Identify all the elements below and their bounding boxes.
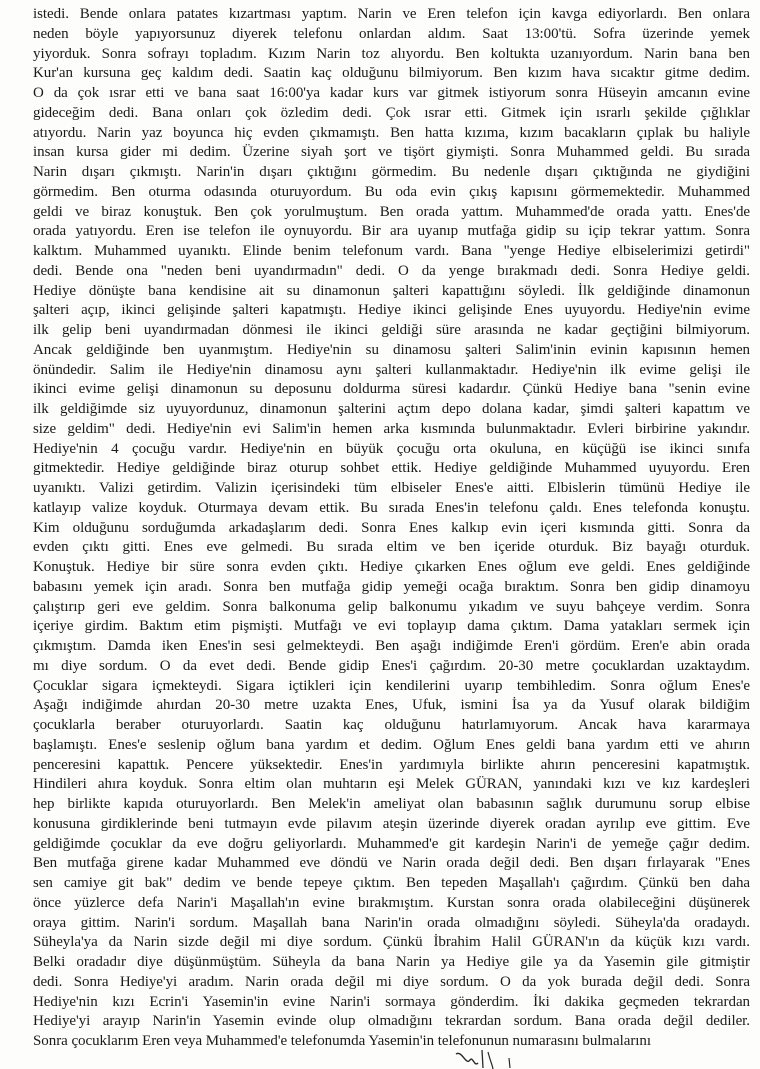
text-line: O da çok ısrar etti ve bana saat 16:00'ya kadar kurs var gitmek istiyorum sonra Hüseyin amcanın evine — [33, 85, 750, 101]
text-line: istedi. Bende onlara patates kızartması yaptım. Narin ve Eren telefon için kavga ediyorlardı. Ben onlara — [33, 6, 750, 22]
text-line: dedi. Bende ona "neden beni uyandırmadın" dedi. O da yenge bırakmadı dedi. Sonra Hediye geldi. — [33, 262, 750, 279]
text-line: evden çıktı gitti. Enes eve gelmedi. Bu sırada eltim ve ben içeride oturduk. Biz bayağı oturduk. — [33, 539, 750, 556]
text-line: orada yatıyordu. Eren ise telefon ile oynuyordu. Bir ara uyanıp mutfağa gidip su içip tekrar yattım. Sonra — [33, 223, 750, 240]
text-line: görmedim. Ben oturma odasında oturuyordum. Bu oda evin çıkış kapısını görmemektedir. Muhammed — [33, 183, 750, 200]
text-line: geldi ve biraz konuştuk. Ben çok yorulmuştum. Ben orada yattım. Muhammed'de orada yattı. Enes'de — [33, 203, 750, 220]
text-line: ilk geldiğimde siz uyuyordunuz, dinamonun şalterini açtım depo dolana kadar, şimdi şalteri kapattım ve — [33, 401, 750, 417]
text-line: sen camiye git bak" dedim ve bende tepeye çıktım. Ben tepeden Maşallah'ı çağırdım. Çünkü ben daha — [33, 875, 750, 891]
text-line: içeriye girdim. Baktım etim pişmişti. Mutfağı ve evi toplayıp dama çıktım. Dama yatakları sermek için — [33, 618, 750, 635]
text-line: atıyordu. Narin yaz boyunca hiç evden çıkmamıştı. Ben hatta kızıma, kızım bacakların çıplak bu haliyle — [33, 124, 750, 141]
text-line: size geldim" dedi. Hediye'nin evi Salim'in hemen arka kısmında bulunmaktadır. Evleri birbirine yakındır. — [33, 420, 750, 437]
text-line: oraya gittim. Narin'i sordum. Maşallah bana Narin'in orada olmadığını söyledi. Süheyla'da oradaydı. — [33, 914, 750, 931]
text-line: Hediye'nin kızı Ecrin'i Yasemin'in evine Narin'i sormaya gönderdim. İki dakika geçmeden tekrardan — [33, 993, 750, 1010]
text-line: uyanıktı. Valizi getirdim. Valizin içerisindeki tüm elbiseler Enes'e aitti. Elbislerin tümünü Hediye ile — [33, 480, 750, 496]
text-line: Çocuklar sigara içmekteydi. Sigara içtikleri için kendilerini uyarıp tembihledim. Sonra oğlum Enes'e — [33, 677, 750, 694]
text-line: gitmektedir. Hediye geldiğinde biraz oturup sohbet ettik. Hediye geldiğinde Muhammed uyuyordu. Eren — [33, 460, 750, 477]
text-line: Hediye dönüşte bana kendisine ait su dinamonun şalteri kapattığını söyledi. İlk geldiğinde dinamonun — [33, 282, 750, 299]
text-line: kalktım. Muhammed uyanıktı. Elinde benim telefonum vardı. Bana "yenge Hediye elbiselerimizi getirdi" — [33, 243, 750, 259]
text-line: çocuklarla beraber oturuyorlardı. Saatin kaç olduğunu hatırlamıyorum. Ancak hava kararmaya — [33, 717, 750, 733]
text-line: önce yüzlerce defa Narin'i Maşallah'ın evine bırakmıştım. Kurstan sonra orada olabileceğini düşünerek — [33, 894, 750, 911]
text-line: konusuna girdiklerinde beni tutmayın evde pilavım ateşin üzerinde diyerek oradan ayrılıp eve gittim. Eve — [33, 815, 750, 832]
text-line: insan kursa gider mi dedim. Üzerine siyah şort ve tişört giymişti. Sonra Muhammed geldi. Bu sırada — [33, 144, 750, 161]
text-line: Hediye'nin 4 çocuğu vardır. Hediye'nin en büyük çocuğu orta okuluna, en küçüğü ise ikinci sınıfa — [33, 440, 750, 457]
text-line: ikinci evime gelişi dinamonun su deposunu doldurma süresi kadardır. Çünkü Hediye bana "senin evine — [33, 381, 750, 398]
text-line: çıkmıştım. Damda iken Enes'in sesi gelmekteydi. Ben aşağı indiğimde Eren'i gördüm. Eren'e abin orada — [33, 638, 750, 654]
text-line: mı diye sordum. O da evet dedi. Bende gidip Enes'i çağırdım. 20-30 metre çocuklardan uzaktaydım. — [33, 657, 750, 674]
text-line: Belki oradadır diye düşünmüştüm. Süheyla da bana Narin ya Hediye gile ya da Yasemin gile gitmiştir — [33, 954, 750, 970]
text-line: Hindileri ahıra koyduk. Sonra eltim olan muhtarın eşi Melek GÜRAN, yanındaki kızı ve kız kardeşleri — [33, 776, 750, 793]
text-line: ilk gelip beni uyandırmadan dönmesi ile ikinci geldiği süre arasında ne kadar geçtiğini bilmiyorum. — [33, 322, 750, 338]
text-line: gideceğim dedi. Bana onları çok özledim dedi. Çok ısrar etti. Gitmek için ısrarlı şekilde çığlıklar — [33, 104, 750, 121]
text-line: Aşağı indiğimde ahırdan 20-30 metre uzakta Enes, Ufuk, ismini İsa ya da Yusuf olarak bildiğim — [33, 697, 750, 714]
text-line: şalteri açıp, ikinci gelişinde şalteri kapatmıştı. Hediye ikinci gelişinde Enes uyuyordu. Hediye'nin evime — [33, 302, 750, 319]
text-line: çalıştırıp geri eve geldim. Sonra balkonuma gelip balkonumu yıkadım ve suyu bahçeye verdim. Sonra — [33, 598, 750, 615]
text-line: katlayıp valize koyduk. Oturmaya devam ettik. Bu sırada Enes'in telefonu çaldı. Enes telefonda konuştu. — [33, 499, 750, 516]
text-line: Süheyla'ya da Narin sizde değil mi diye sordum. Çünkü İbrahim Halil GÜRAN'ın da küçük kızı vardı. — [33, 934, 750, 951]
text-line: başlamıştı. Enes'e seslenip oğlum bana yardım et dedim. Oğlum Enes geldi bana yardım etti ve ahırın — [33, 736, 750, 753]
text-line: dedi. Sonra Hediye'yi aradım. Narin orada değil mi diye sordum. O da yok burada değil dedi. Sonra — [33, 973, 750, 990]
text-line: önündedir. Salim ile Hediye'nin dinamosu aynı şalteri kullanmaktadır. Hediye'nin ilk evime gelişi ile — [33, 361, 750, 378]
text-line: Ben mutfağa girene kadar Muhammed eve döndü ve Narin orada değil dedi. Ben dışarı fırlayarak "Enes — [33, 855, 750, 872]
handwritten-signature-icon — [452, 1048, 532, 1069]
text-line: hep birlikte kapıda oturuyorlardı. Ben Melek'in ameliyat olan babasının sağlık durumunu sorup elbise — [33, 796, 750, 812]
text-line: Sonra çocuklarım Eren veya Muhammed'e telefonumda Yasemin'in telefonunun numarasını bulmalarını — [33, 1033, 651, 1049]
text-line: babasını yemek için aradı. Sonra ben mutfağa gidip yemeği ocağa bıraktım. Sonra ben gidip dinamoyu — [33, 578, 750, 595]
text-line: penceresini kapattık. Pencere yüksektedir. Enes'in yardımıyla birlikte ahırın penceresini kapatmıştık. — [33, 756, 750, 773]
text-line: neden böyle yapıyorsunuz diyerek telefonu onlardan aldım. Saat 13:00'tü. Sofra üzerinde yemek — [33, 25, 750, 42]
text-line: Hediye'yi arayıp Narin'in Yasemin evinde olup olmadığını tekrardan sordum. Bana orada değil dediler. — [33, 1013, 750, 1030]
text-line: Narin dışarı çıkmıştı. Narin'in dışarı çıktığını görmedim. Bu nedenle dışarı çıktığında ne giydiğini — [33, 164, 750, 180]
text-line: Ancak geldiğinde ben uyanmıştım. Hediye'nin su dinamosu şalteri Salim'inin evinin kapısının hemen — [33, 341, 750, 358]
text-line: Kur'an kursuna geç kaldım dedi. Saatin kaç olduğunu bilmiyorum. Ben kızım hava sıcaktır gitme dedim. — [33, 65, 750, 82]
text-line: geldiğimde çocuklar da eve doğru geliyorlardı. Muhammed'e git kardeşin Narin'i de yemeğe çağır dedim. — [33, 835, 750, 852]
text-line: Konuştuk. Hediye bir süre sonra evden çıktı. Hediye çıkarken Enes oğlum eve geldi. Enes geldiğinde — [33, 559, 750, 575]
text-line: Kim olduğunu sorduğumda arkadaşlarım dedi. Sonra Enes kalkıp evin içeri kısmında gitti. Sonra da — [33, 519, 750, 536]
text-line: yiyorduk. Sonra sofrayı topladım. Kızım Narin toz alıyordu. Ben koltukta uzanıyordum. Narin bana ben — [33, 45, 750, 62]
